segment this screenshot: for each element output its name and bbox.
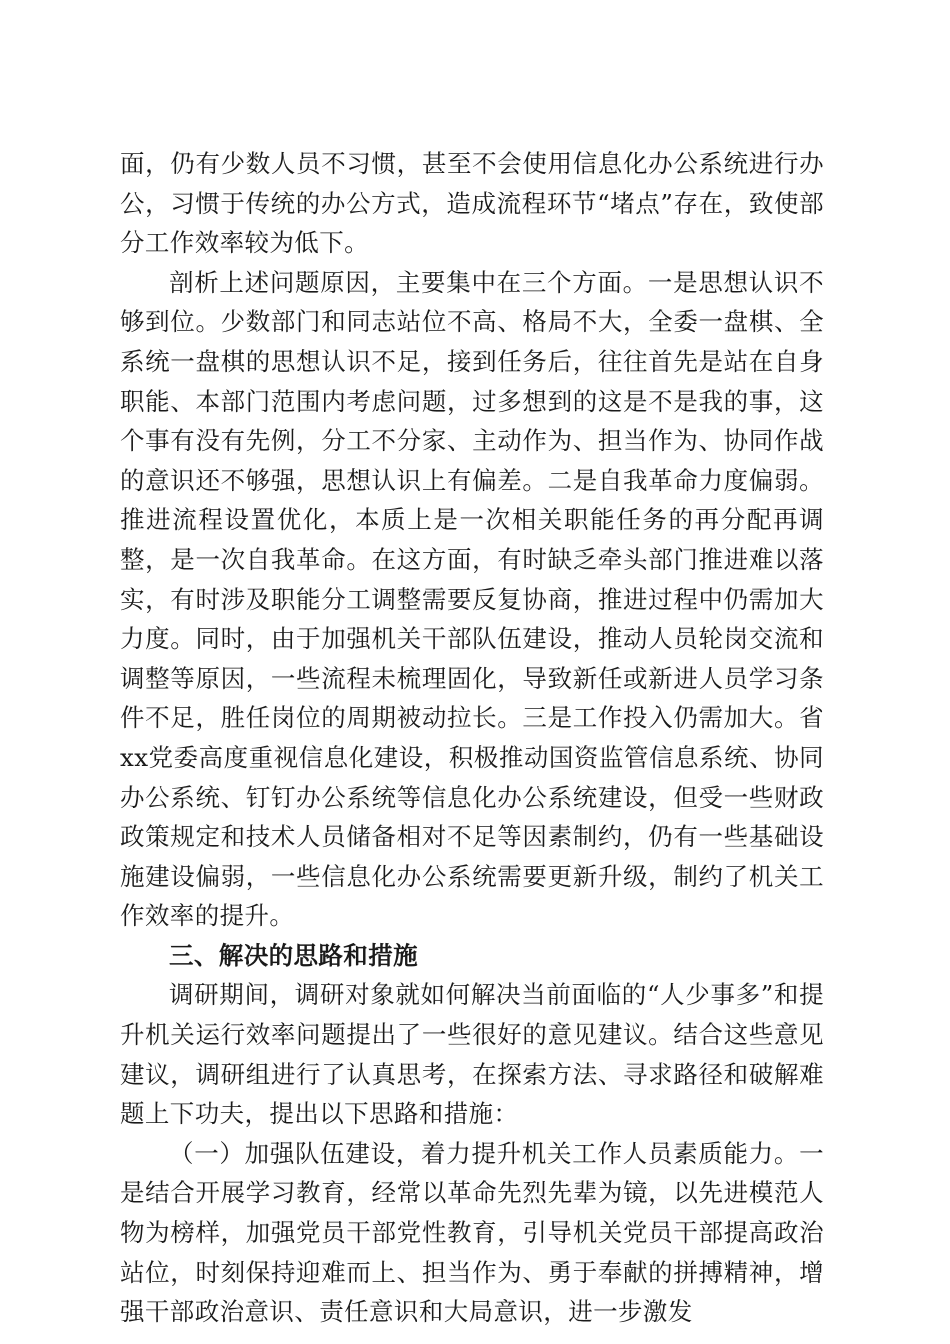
paragraph-measure-one: （一）加强队伍建设，着力提升机关工作人员素质能力。一是结合开展学习教育，经常以革命先烈先辈为镜，以先进模范人物为榜样，加强党员干部党性教育，引导机关党员干部提高政治站位，时刻保持迎难而上、担当作为、勇于奉献的拼搏精神，增强干部政治意识、责任意识和大局意识，进一步激发 — [120, 1138, 824, 1327]
paragraph-continued: 面，仍有少数人员不习惯，甚至不会使用信息化办公系统进行办公，习惯于传统的办公方式，造成流程环节“堵点”存在，致使部分工作效率较为低下。 — [120, 149, 824, 258]
paragraph-cause-analysis: 剖析上述问题原因，主要集中在三个方面。一是思想认识不够到位。少数部门和同志站位不高、格局不大，全委一盘棋、全系统一盘棋的思想认识不足，接到任务后，往往首先是站在自身职能、本部门范围内考虑问题，过多想到的这是不是我的事，这个事有没有先例，分工不分家、主动作为、担当作为、协同作战的意识还不够强，思想认识上有偏差。二是自我革命力度偏弱。推进流程设置优化，本质上是一次相关职能任务的再分配再调整，是一次自我革命。在这方面，有时缺乏牵头部门推进难以落实，有时涉及职能分工调整需要反复协商，推进过程中仍需加大力度。同时，由于加强机关干部队伍建设，推动人员轮岗交流和调整等原因，一些流程未梳理固化，导致新任或新进人员学习条件不足，胜任岗位的周期被动拉长。三是工作投入仍需加大。省xx党委高度重视信息化建设，积极推动国资监管信息系统、协同办公系统、钉钉办公系统等信息化办公系统建设，但受一些财政政策规定和技术人员储备相对不足等因素制约，仍有一些基础设施建设偏弱，一些信息化办公系统需要更新升级，制约了机关工作效率的提升。 — [120, 267, 824, 931]
document-page — [120, 144, 824, 1332]
section-heading: 三、解决的思路和措施 — [169, 940, 418, 970]
paragraph-research-summary: 调研期间，调研对象就如何解决当前面临的“人少事多”和提升机关运行效率问题提出了一些很好的意见建议。结合这些意见建议，调研组进行了认真思考，在探索方法、寻求路径和破解难题上下功夫，提出以下思路和措施： — [120, 980, 824, 1129]
